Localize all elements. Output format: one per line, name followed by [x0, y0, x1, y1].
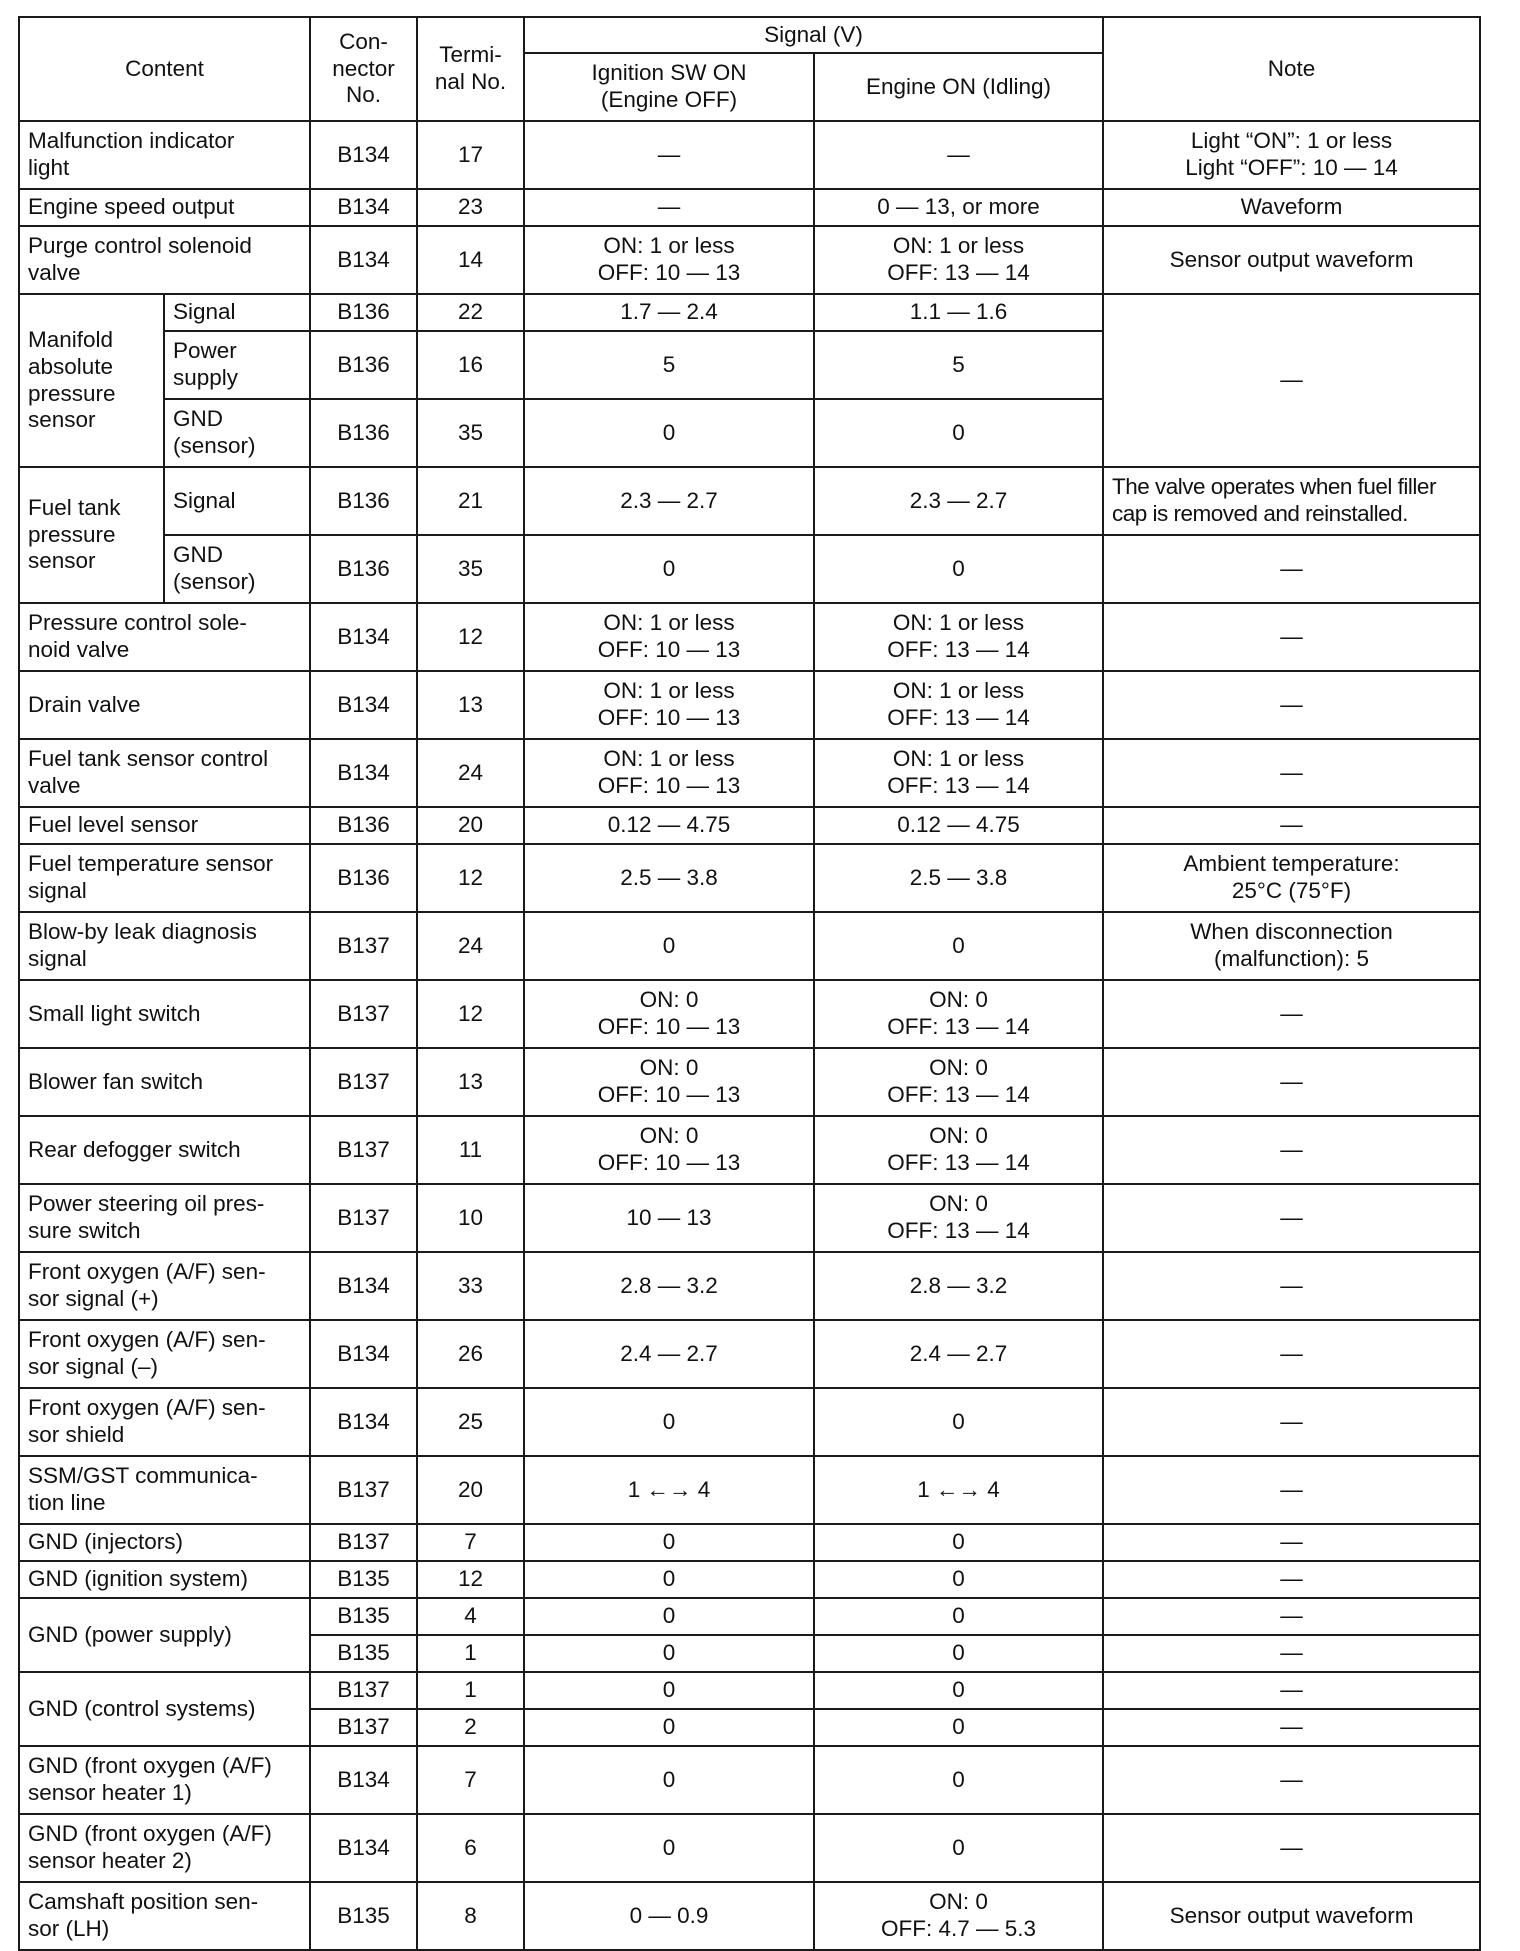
- row-content: SSM/GST communica- tion line: [19, 1456, 310, 1524]
- row-note: Waveform: [1103, 189, 1480, 226]
- row-connector: B137: [310, 1709, 417, 1746]
- row-connector: B137: [310, 1048, 417, 1116]
- row-note: Sensor output waveform: [1103, 226, 1480, 294]
- row-ignition-value: 2.8 — 3.2: [524, 1252, 814, 1320]
- row-engine-value: ON: 0 OFF: 13 — 14: [814, 1048, 1103, 1116]
- header-note: Note: [1103, 17, 1480, 121]
- row-engine-value: 0: [814, 399, 1103, 467]
- row-terminal: 1: [417, 1672, 524, 1709]
- table-row: [19, 226, 1480, 294]
- row-ignition-value: 1 ←→ 4: [524, 1456, 814, 1524]
- row-engine-value: 0: [814, 1814, 1103, 1882]
- table-row: [19, 739, 1480, 807]
- table-row: [19, 1184, 1480, 1252]
- table-row: [19, 1746, 1480, 1814]
- row-terminal: 35: [417, 535, 524, 603]
- row-ignition-value: 0.12 — 4.75: [524, 807, 814, 844]
- row-terminal: 25: [417, 1388, 524, 1456]
- header-engine-on: Engine ON (Idling): [814, 53, 1103, 121]
- row-terminal: 20: [417, 1456, 524, 1524]
- row-terminal: 16: [417, 331, 524, 399]
- row-content: Pressure control sole- noid valve: [19, 603, 310, 671]
- row-ignition-value: 2.3 — 2.7: [524, 467, 814, 535]
- row-content: Drain valve: [19, 671, 310, 739]
- row-engine-value: ON: 1 or less OFF: 13 — 14: [814, 671, 1103, 739]
- row-engine-value: ON: 0 OFF: 13 — 14: [814, 980, 1103, 1048]
- row-connector: B135: [310, 1635, 417, 1672]
- table-row: [19, 844, 1480, 912]
- row-note: —: [1103, 671, 1480, 739]
- row-content: Rear defogger switch: [19, 1116, 310, 1184]
- row-note: —: [1103, 294, 1480, 467]
- row-ignition-value: ON: 0 OFF: 10 — 13: [524, 980, 814, 1048]
- row-terminal: 20: [417, 807, 524, 844]
- row-note: —: [1103, 603, 1480, 671]
- table-row: [19, 535, 1480, 603]
- row-content: Front oxygen (A/F) sen- sor shield: [19, 1388, 310, 1456]
- table-row: [19, 294, 1480, 331]
- row-connector: B136: [310, 294, 417, 331]
- row-terminal: 21: [417, 467, 524, 535]
- row-note: —: [1103, 1388, 1480, 1456]
- row-sub-label: Power supply: [164, 331, 310, 399]
- row-note: Sensor output waveform: [1103, 1882, 1480, 1950]
- row-ignition-value: —: [524, 121, 814, 189]
- table-row: [19, 1116, 1480, 1184]
- row-terminal: 12: [417, 603, 524, 671]
- row-note: —: [1103, 1561, 1480, 1598]
- row-ignition-value: ON: 0 OFF: 10 — 13: [524, 1048, 814, 1116]
- row-engine-value: ON: 0 OFF: 4.7 — 5.3: [814, 1882, 1103, 1950]
- row-engine-value: ON: 1 or less OFF: 13 — 14: [814, 226, 1103, 294]
- row-content: Front oxygen (A/F) sen- sor signal (–): [19, 1320, 310, 1388]
- row-ignition-value: 10 — 13: [524, 1184, 814, 1252]
- row-terminal: 22: [417, 294, 524, 331]
- row-engine-value: 0: [814, 1561, 1103, 1598]
- row-terminal: 1: [417, 1635, 524, 1672]
- row-connector: B136: [310, 844, 417, 912]
- row-engine-value: ON: 0 OFF: 13 — 14: [814, 1116, 1103, 1184]
- table-row: [19, 467, 1480, 535]
- row-note: —: [1103, 980, 1480, 1048]
- header-content: Content: [19, 17, 310, 121]
- row-ignition-value: —: [524, 189, 814, 226]
- row-ignition-value: 5: [524, 331, 814, 399]
- row-engine-value: 0: [814, 1388, 1103, 1456]
- row-connector: B137: [310, 1456, 417, 1524]
- row-ignition-value: 0: [524, 1598, 814, 1635]
- row-connector: B134: [310, 1388, 417, 1456]
- row-terminal: 12: [417, 980, 524, 1048]
- row-terminal: 17: [417, 121, 524, 189]
- table-row: [19, 1252, 1480, 1320]
- row-connector: B136: [310, 807, 417, 844]
- row-note: —: [1103, 1116, 1480, 1184]
- row-terminal: 23: [417, 189, 524, 226]
- row-engine-value: 2.3 — 2.7: [814, 467, 1103, 535]
- row-engine-value: 0: [814, 1635, 1103, 1672]
- row-content: Purge control solenoid valve: [19, 226, 310, 294]
- row-ignition-value: 0: [524, 1672, 814, 1709]
- table-row: [19, 1882, 1480, 1950]
- row-terminal: 24: [417, 739, 524, 807]
- row-terminal: 13: [417, 1048, 524, 1116]
- row-ignition-value: 0: [524, 1388, 814, 1456]
- row-ignition-value: 0: [524, 1814, 814, 1882]
- row-note: —: [1103, 1048, 1480, 1116]
- terminal-signal-table: [18, 16, 1481, 1951]
- row-engine-value: 0: [814, 1746, 1103, 1814]
- row-connector: B134: [310, 671, 417, 739]
- header-row-1: [19, 17, 1480, 53]
- row-ignition-value: 2.5 — 3.8: [524, 844, 814, 912]
- row-ignition-value: 0 — 0.9: [524, 1882, 814, 1950]
- table-row: [19, 1672, 1480, 1709]
- table-row: [19, 1814, 1480, 1882]
- row-connector: B135: [310, 1882, 417, 1950]
- table-row: [19, 980, 1480, 1048]
- row-content: GND (control systems): [19, 1672, 310, 1746]
- table-row: [19, 1561, 1480, 1598]
- row-connector: B134: [310, 603, 417, 671]
- row-engine-value: 0: [814, 1598, 1103, 1635]
- row-ignition-value: 0: [524, 1635, 814, 1672]
- header-ignition-sw-on: Ignition SW ON (Engine OFF): [524, 53, 814, 121]
- row-content: Fuel temperature sensor signal: [19, 844, 310, 912]
- row-terminal: 35: [417, 399, 524, 467]
- table-row: [19, 1320, 1480, 1388]
- row-connector: B134: [310, 226, 417, 294]
- row-engine-value: 0 — 13, or more: [814, 189, 1103, 226]
- row-content: Fuel level sensor: [19, 807, 310, 844]
- table-row: [19, 1456, 1480, 1524]
- row-content: Front oxygen (A/F) sen- sor signal (+): [19, 1252, 310, 1320]
- row-sub-label: GND (sensor): [164, 535, 310, 603]
- row-ignition-value: ON: 1 or less OFF: 10 — 13: [524, 739, 814, 807]
- row-note: —: [1103, 807, 1480, 844]
- header-terminal-no: Termi- nal No.: [417, 17, 524, 121]
- row-engine-value: 5: [814, 331, 1103, 399]
- row-content: Fuel tank sensor control valve: [19, 739, 310, 807]
- row-note: Light “ON”: 1 or less Light “OFF”: 10 — 14: [1103, 121, 1480, 189]
- row-connector: B134: [310, 1252, 417, 1320]
- group-label-fuel-tank: Fuel tank pressure sensor: [19, 467, 164, 603]
- row-engine-value: ON: 0 OFF: 13 — 14: [814, 1184, 1103, 1252]
- group-label-manifold: Manifold absolute pressure sensor: [19, 294, 164, 467]
- row-note: —: [1103, 1456, 1480, 1524]
- row-connector: B135: [310, 1598, 417, 1635]
- row-terminal: 12: [417, 844, 524, 912]
- row-connector: B134: [310, 1320, 417, 1388]
- row-terminal: 26: [417, 1320, 524, 1388]
- row-terminal: 13: [417, 671, 524, 739]
- row-engine-value: 0: [814, 1709, 1103, 1746]
- table-row: [19, 603, 1480, 671]
- row-connector: B136: [310, 331, 417, 399]
- row-content: GND (injectors): [19, 1524, 310, 1561]
- row-note: —: [1103, 1320, 1480, 1388]
- row-note: The valve operates when fuel filler cap is removed and reinstalled.: [1103, 467, 1480, 535]
- row-note: —: [1103, 1598, 1480, 1635]
- row-terminal: 2: [417, 1709, 524, 1746]
- row-engine-value: 0: [814, 535, 1103, 603]
- row-ignition-value: 0: [524, 535, 814, 603]
- row-engine-value: 0.12 — 4.75: [814, 807, 1103, 844]
- row-engine-value: 0: [814, 1524, 1103, 1561]
- row-ignition-value: 0: [524, 1746, 814, 1814]
- row-terminal: 10: [417, 1184, 524, 1252]
- row-ignition-value: 0: [524, 1709, 814, 1746]
- row-ignition-value: ON: 0 OFF: 10 — 13: [524, 1116, 814, 1184]
- table-row: [19, 1524, 1480, 1561]
- row-terminal: 12: [417, 1561, 524, 1598]
- row-note: —: [1103, 1672, 1480, 1709]
- row-note: —: [1103, 739, 1480, 807]
- row-content: Malfunction indicator light: [19, 121, 310, 189]
- row-content: GND (front oxygen (A/F) sensor heater 2): [19, 1814, 310, 1882]
- row-connector: B134: [310, 121, 417, 189]
- row-ignition-value: 1.7 — 2.4: [524, 294, 814, 331]
- row-content: GND (front oxygen (A/F) sensor heater 1): [19, 1746, 310, 1814]
- row-content: Blow-by leak diagnosis signal: [19, 912, 310, 980]
- table-row: [19, 1388, 1480, 1456]
- row-content: GND (power supply): [19, 1598, 310, 1672]
- row-connector: B134: [310, 1814, 417, 1882]
- table-row: [19, 671, 1480, 739]
- row-connector: B136: [310, 535, 417, 603]
- row-connector: B136: [310, 399, 417, 467]
- row-terminal: 7: [417, 1746, 524, 1814]
- row-note: Ambient temperature: 25°C (75°F): [1103, 844, 1480, 912]
- table-row: [19, 1048, 1480, 1116]
- header-connector-no: Con- nector No.: [310, 17, 417, 121]
- row-terminal: 8: [417, 1882, 524, 1950]
- row-ignition-value: 0: [524, 912, 814, 980]
- row-ignition-value: ON: 1 or less OFF: 10 — 13: [524, 226, 814, 294]
- row-ignition-value: 0: [524, 1524, 814, 1561]
- row-content: Blower fan switch: [19, 1048, 310, 1116]
- row-terminal: 4: [417, 1598, 524, 1635]
- row-content: Small light switch: [19, 980, 310, 1048]
- row-connector: B136: [310, 467, 417, 535]
- header-signal: Signal (V): [524, 17, 1103, 53]
- row-connector: B137: [310, 912, 417, 980]
- row-connector: B134: [310, 189, 417, 226]
- table-row: [19, 807, 1480, 844]
- row-engine-value: —: [814, 121, 1103, 189]
- row-ignition-value: ON: 1 or less OFF: 10 — 13: [524, 603, 814, 671]
- row-content: GND (ignition system): [19, 1561, 310, 1598]
- row-terminal: 7: [417, 1524, 524, 1561]
- row-terminal: 24: [417, 912, 524, 980]
- row-ignition-value: 2.4 — 2.7: [524, 1320, 814, 1388]
- row-terminal: 11: [417, 1116, 524, 1184]
- row-sub-label: Signal: [164, 467, 310, 535]
- row-connector: B137: [310, 1184, 417, 1252]
- row-connector: B137: [310, 980, 417, 1048]
- row-engine-value: 1.1 — 1.6: [814, 294, 1103, 331]
- row-engine-value: 2.4 — 2.7: [814, 1320, 1103, 1388]
- row-note: —: [1103, 1709, 1480, 1746]
- row-terminal: 14: [417, 226, 524, 294]
- row-sub-label: Signal: [164, 294, 310, 331]
- table-row: [19, 1598, 1480, 1635]
- row-engine-value: 1 ←→ 4: [814, 1456, 1103, 1524]
- row-content: Engine speed output: [19, 189, 310, 226]
- row-engine-value: 2.5 — 3.8: [814, 844, 1103, 912]
- table-row: [19, 121, 1480, 189]
- row-content: Power steering oil pres- sure switch: [19, 1184, 310, 1252]
- table-row: [19, 189, 1480, 226]
- row-note: —: [1103, 1252, 1480, 1320]
- row-ignition-value: 0: [524, 399, 814, 467]
- row-connector: B137: [310, 1116, 417, 1184]
- row-terminal: 6: [417, 1814, 524, 1882]
- row-sub-label: GND (sensor): [164, 399, 310, 467]
- row-engine-value: ON: 1 or less OFF: 13 — 14: [814, 739, 1103, 807]
- row-note: —: [1103, 535, 1480, 603]
- row-ignition-value: 0: [524, 1561, 814, 1598]
- row-connector: B134: [310, 739, 417, 807]
- row-note: —: [1103, 1635, 1480, 1672]
- row-note: —: [1103, 1814, 1480, 1882]
- table-row: [19, 912, 1480, 980]
- spec-table-container: [18, 16, 1481, 1951]
- row-ignition-value: ON: 1 or less OFF: 10 — 13: [524, 671, 814, 739]
- row-content: Camshaft position sen- sor (LH): [19, 1882, 310, 1950]
- row-engine-value: 0: [814, 912, 1103, 980]
- row-engine-value: ON: 1 or less OFF: 13 — 14: [814, 603, 1103, 671]
- row-engine-value: 2.8 — 3.2: [814, 1252, 1103, 1320]
- row-note: —: [1103, 1746, 1480, 1814]
- row-terminal: 33: [417, 1252, 524, 1320]
- row-connector: B134: [310, 1746, 417, 1814]
- row-connector: B137: [310, 1672, 417, 1709]
- row-note: —: [1103, 1524, 1480, 1561]
- row-engine-value: 0: [814, 1672, 1103, 1709]
- row-connector: B135: [310, 1561, 417, 1598]
- row-note: —: [1103, 1184, 1480, 1252]
- row-connector: B137: [310, 1524, 417, 1561]
- row-note: When disconnection (malfunction): 5: [1103, 912, 1480, 980]
